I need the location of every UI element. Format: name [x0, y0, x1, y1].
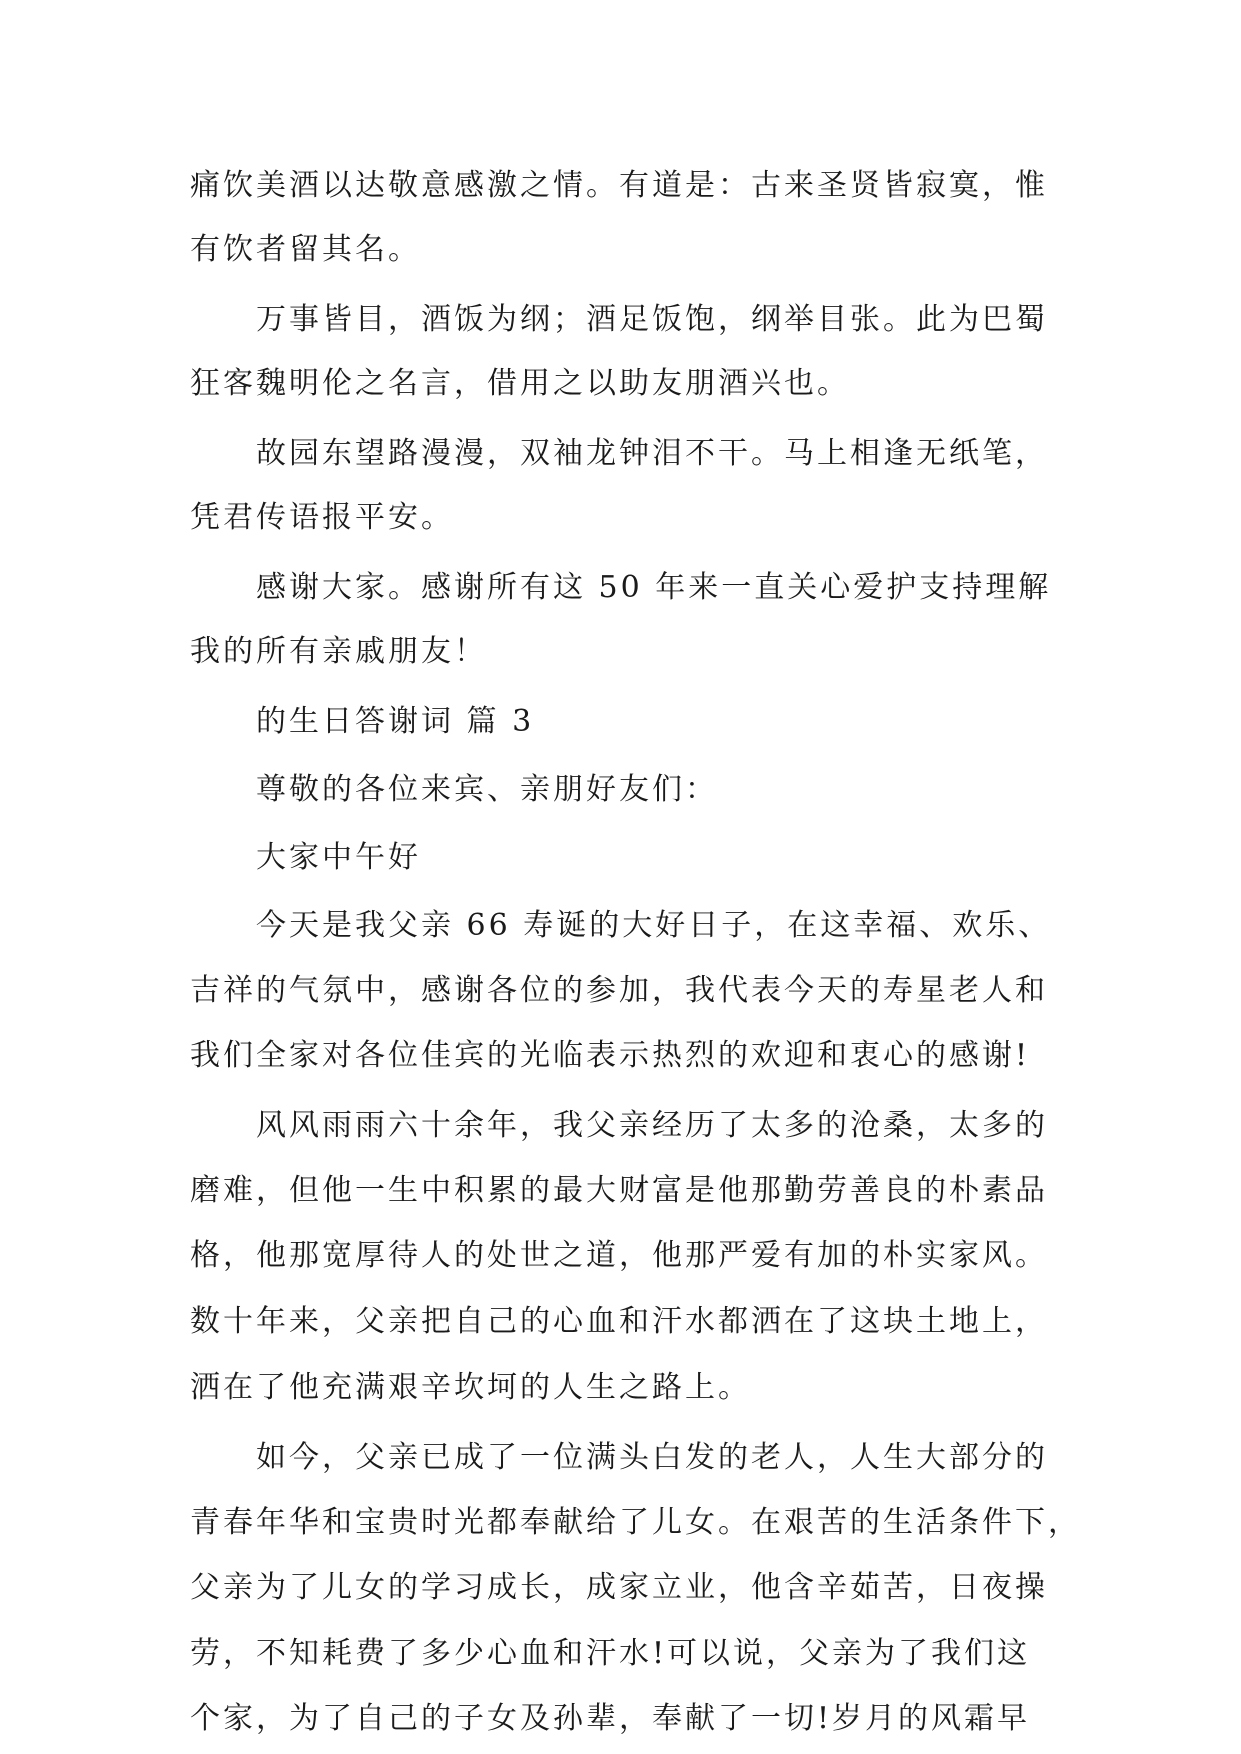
paragraph-line: 万事皆目，酒饭为纲；酒足饭饱，纲举目张。此为巴蜀: [256, 302, 1048, 337]
paragraph-line: 父亲为了儿女的学习成长，成家立业，他含辛茹苦，日夜操: [190, 1570, 1048, 1605]
paragraph-line: 有饮者留其名。: [190, 232, 421, 267]
paragraph-line: 凭君传语报平安。: [190, 500, 454, 535]
paragraph-line: 磨难，但他一生中积累的最大财富是他那勤劳善良的朴素品: [190, 1173, 1048, 1208]
paragraph-line: 今天是我父亲 66 寿诞的大好日子，在这幸福、欢乐、: [256, 908, 1052, 943]
greeting: 大家中午好: [256, 840, 421, 875]
paragraph-line: 狂客魏明伦之名言，借用之以助友朋酒兴也。: [190, 366, 850, 401]
section-heading: 的生日答谢词 篇 3: [256, 704, 535, 739]
paragraph-line: 故园东望路漫漫，双袖龙钟泪不干。马上相逢无纸笔，: [256, 436, 1048, 471]
paragraph-line: 洒在了他充满艰辛坎坷的人生之路上。: [190, 1370, 751, 1405]
paragraph-line: 数十年来，父亲把自己的心血和汗水都洒在了这块土地上，: [190, 1304, 1048, 1339]
paragraph-line: 格，他那宽厚待人的处世之道，他那严爱有加的朴实家风。: [190, 1238, 1048, 1273]
paragraph-line: 吉祥的气氛中，感谢各位的参加，我代表今天的寿星老人和: [190, 973, 1048, 1008]
paragraph-line: 感谢大家。感谢所有这 50 年来一直关心爱护支持理解: [256, 570, 1052, 605]
paragraph-line: 如今，父亲已成了一位满头白发的老人，人生大部分的: [256, 1440, 1048, 1475]
paragraph-line: 个家，为了自己的子女及孙辈，奉献了一切!岁月的风霜早: [190, 1701, 1031, 1736]
paragraph-line: 我们全家对各位佳宾的光临表示热烈的欢迎和衷心的感谢!: [190, 1038, 1031, 1073]
paragraph-line: 风风雨雨六十余年，我父亲经历了太多的沧桑，太多的: [256, 1108, 1048, 1143]
paragraph-line: 痛饮美酒以达敬意感激之情。有道是：古来圣贤皆寂寞，惟: [190, 168, 1048, 203]
paragraph-line: 劳，不知耗费了多少心血和汗水!可以说，父亲为了我们这: [190, 1636, 1031, 1671]
paragraph-line: 我的所有亲戚朋友！: [190, 634, 487, 669]
salutation: 尊敬的各位来宾、亲朋好友们：: [256, 772, 718, 807]
paragraph-line: 青春年华和宝贵时光都奉献给了儿女。在艰苦的生活条件下，: [190, 1505, 1081, 1540]
